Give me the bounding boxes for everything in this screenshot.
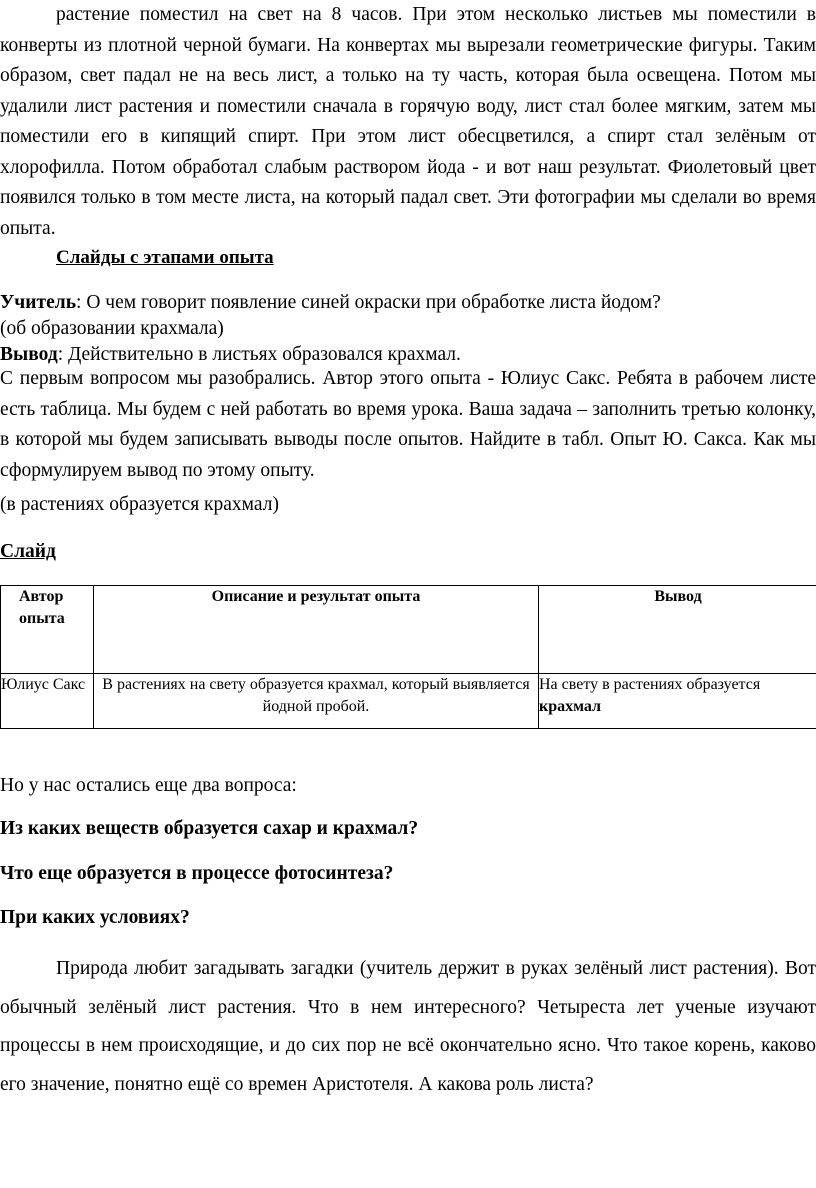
cell-author: Юлиус Сакс bbox=[1, 674, 94, 729]
author-paragraph: С первым вопросом мы разобрались. Автор этого опыта - Юлиус Сакс. Ребята в рабочем листе есть таблица. Мы будем с ней работать во время урока. Ваша задача – заполнить третью колонку, в которой мы будем записывать выводы после опытов. Найдите в табл. Опыт Ю. Сакса. Как мы сформулируем вывод по этому опыту. bbox=[0, 368, 816, 481]
conclusion-separator: : bbox=[57, 344, 64, 365]
cell-conclusion: На свету в растениях образуется крахмал bbox=[539, 674, 816, 729]
teacher-question bbox=[0, 290, 816, 316]
starch-note: (в растениях образуется крахмал) bbox=[0, 494, 279, 515]
intro-paragraph: растение поместил на свет на 8 часов. При этом несколько листьев мы поместили в конверты из плотной черной бумаги. На конвертах мы вырезали геометрические фигуры. Таким образом, свет падал не на весь лист, а только на ту часть, которая была освещена. Потом мы удалили лист растения и поместили сначала в горячую воду, лист стал более мягким, затем мы поместили его в кипящий спирт. При этом лист обесцветился, а спирт стал зелёным от хлорофилла. Потом обработал слабым раствором йода - и вот наш результат. Фиолетовый цвет появился только в том месте листа, на который падал свет. Эти фотографии мы сделали во время опыта. bbox=[0, 4, 816, 239]
teacher-dialogue bbox=[0, 290, 816, 368]
question-1: Из каких веществ образуется сахар и крахмал? bbox=[0, 818, 419, 839]
cell-conclusion-bold: крахмал bbox=[539, 698, 602, 715]
header-conclusion: Вывод bbox=[539, 586, 816, 674]
slides-heading: Слайды с этапами опыта bbox=[56, 247, 274, 268]
table-row bbox=[1, 674, 816, 729]
teacher-separator: : bbox=[76, 292, 82, 313]
nature-paragraph: Природа любит загадывать загадки (учитель держит в руках зелёный лист растения). Вот обычный зелёный лист растения. Что в нем интересного? Четыреста лет ученые изучают процессы в нем происходящие, и до сих пор не всё окончательно ясно. Что такое корень, каково его значение, понятно ещё со времен Аристотеля. А какова роль листа? bbox=[0, 958, 816, 1095]
conclusion-text: Действительно в листьях образовался крахмал. bbox=[63, 344, 461, 365]
slide-heading: Слайд bbox=[0, 541, 56, 562]
experiment-table bbox=[0, 585, 816, 729]
header-author: Автор опыта bbox=[1, 586, 94, 674]
teacher-question-text: О чем говорит появление синей окраски при обработке листа йодом? bbox=[81, 292, 661, 313]
question-2: Что еще образуется в процессе фотосинтеза? bbox=[0, 863, 394, 884]
cell-description: В растениях на свету образуется крахмал, который выявляется йодной пробой. bbox=[94, 674, 539, 729]
header-description: Описание и результат опыта bbox=[94, 586, 539, 674]
teacher-answer: (об образовании крахмала) bbox=[0, 318, 224, 339]
remaining-questions: Но у нас остались еще два вопроса: bbox=[0, 775, 297, 796]
conclusion-label: Вывод bbox=[0, 344, 58, 365]
table-header-row bbox=[1, 586, 816, 674]
teacher-label: Учитель bbox=[0, 292, 77, 313]
question-3: При каких условиях? bbox=[0, 907, 190, 928]
